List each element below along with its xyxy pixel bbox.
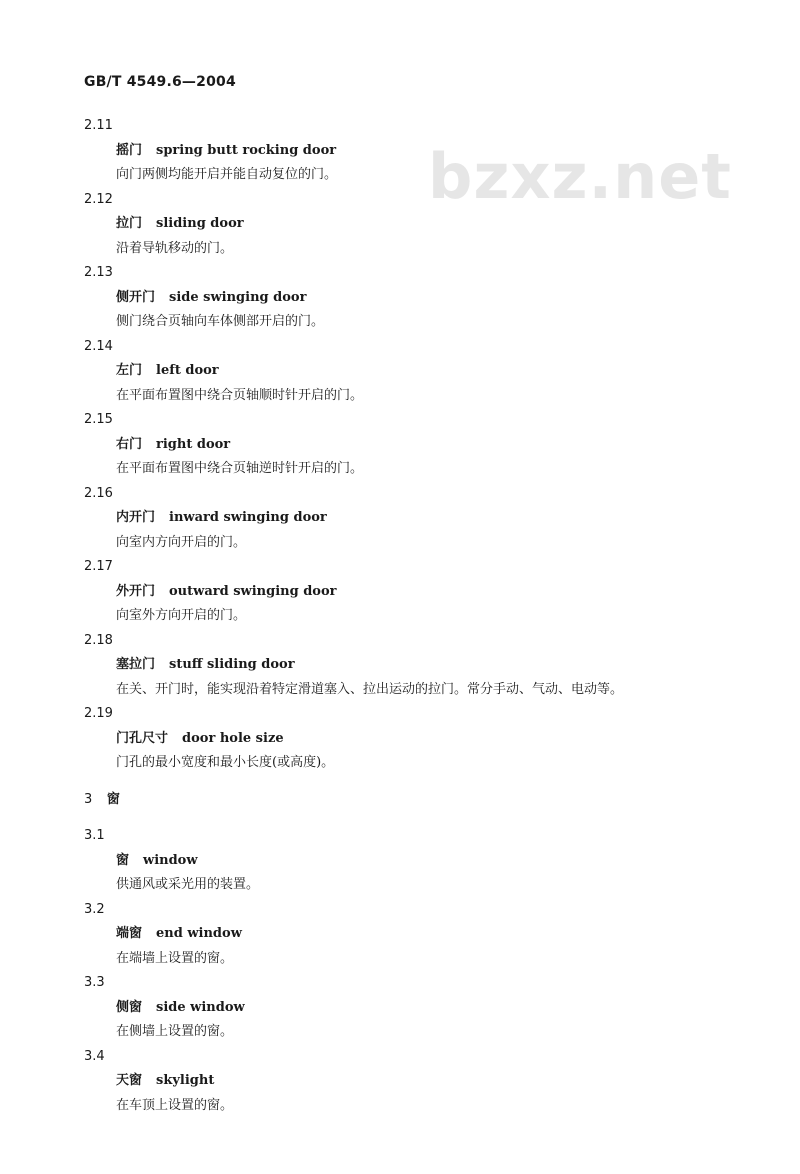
clause-number: 3.2 — [84, 901, 105, 917]
term-entry — [84, 335, 774, 409]
term-line — [84, 286, 774, 311]
term-line — [84, 922, 774, 947]
term-entry — [84, 898, 774, 972]
clause-number: 2.16 — [84, 485, 113, 501]
term-definition: 向门两侧均能开启并能自动复位的门。 — [116, 167, 338, 182]
term-chinese: 塞拉门 — [116, 657, 156, 672]
term-line — [84, 212, 774, 237]
term-chinese: 侧窗 — [116, 999, 143, 1015]
term-definition: 在平面布置图中绕合页轴逆时针开启的门。 — [116, 461, 364, 476]
term-definition: 侧门绕合页轴向车体侧部开启的门。 — [116, 314, 325, 329]
term-english: door hole size — [182, 730, 284, 746]
term-definition: 向室内方向开启的门。 — [116, 534, 247, 550]
term-english: stuff sliding door — [169, 657, 295, 672]
term-english: skylight — [156, 1073, 215, 1088]
term-entry — [84, 188, 774, 262]
clause-number: 2.17 — [84, 559, 113, 574]
section-heading — [84, 788, 774, 813]
term-definition: 在关、开门时，能实现沿着特定滑道塞入、拉出运动的拉门。常分手动、气动、电动等。 — [116, 681, 624, 697]
term-chinese: 外开门 — [116, 583, 156, 599]
clause-number: 2.11 — [84, 118, 113, 133]
section-title: 窗 — [106, 791, 120, 807]
term-english: side window — [156, 999, 245, 1015]
clause-number: 2.19 — [84, 706, 113, 721]
term-definition: 在平面布置图中绕合页轴顺时针开启的门。 — [116, 387, 364, 403]
term-definition: 在端墙上设置的窗。 — [116, 950, 234, 966]
term-chinese: 门孔尺寸 — [116, 730, 169, 746]
term-chinese: 左门 — [116, 363, 143, 378]
term-entry — [84, 702, 774, 776]
clause-number: 3.4 — [84, 1048, 105, 1064]
term-english: spring butt rocking door — [156, 142, 337, 158]
term-entry — [84, 114, 774, 188]
door-terms — [84, 114, 774, 776]
section-number: 3 — [84, 791, 93, 807]
term-entry — [84, 555, 774, 629]
term-line — [84, 506, 774, 531]
clause-number: 2.12 — [84, 191, 113, 207]
clause-number: 2.13 — [84, 265, 113, 280]
term-entry — [84, 824, 774, 898]
term-list — [84, 114, 774, 1118]
term-chinese: 端窗 — [116, 926, 143, 941]
term-english: end window — [156, 926, 242, 941]
term-chinese: 窗 — [116, 852, 130, 868]
term-entry — [84, 1045, 774, 1119]
term-chinese: 拉门 — [116, 216, 143, 231]
term-chinese: 摇门 — [116, 142, 143, 158]
term-definition: 向室外方向开启的门。 — [116, 608, 247, 623]
term-line — [84, 849, 774, 874]
term-line — [84, 996, 774, 1021]
term-line — [84, 139, 774, 164]
term-english: side swinging door — [169, 289, 307, 305]
term-definition: 供通风或采光用的装置。 — [116, 877, 260, 892]
term-english: sliding door — [156, 216, 244, 231]
term-line — [84, 433, 774, 458]
term-english: window — [143, 852, 198, 868]
term-definition: 在车顶上设置的窗。 — [116, 1097, 234, 1113]
term-english: left door — [156, 363, 219, 378]
watermark: bzxz.net — [428, 140, 732, 213]
term-entry — [84, 971, 774, 1045]
term-english: outward swinging door — [169, 583, 337, 599]
clause-number: 3.3 — [84, 975, 105, 990]
term-definition: 门孔的最小宽度和最小长度(或高度)。 — [116, 755, 335, 770]
term-entry — [84, 482, 774, 556]
term-line — [84, 359, 774, 384]
term-line — [84, 580, 774, 605]
term-definition: 沿着导轨移动的门。 — [116, 240, 234, 256]
window-terms — [84, 824, 774, 1118]
term-line — [84, 1069, 774, 1094]
term-chinese: 侧开门 — [116, 289, 156, 305]
term-chinese: 右门 — [116, 436, 143, 452]
clause-number: 2.15 — [84, 412, 113, 427]
term-chinese: 天窗 — [116, 1073, 143, 1088]
document-code: GB/T 4549.6—2004 — [84, 74, 236, 90]
term-chinese: 内开门 — [116, 510, 156, 525]
clause-number: 3.1 — [84, 828, 105, 843]
term-line — [84, 727, 774, 752]
term-line — [84, 653, 774, 678]
term-english: right door — [156, 436, 231, 452]
term-english: inward swinging door — [169, 510, 327, 525]
term-entry — [84, 261, 774, 335]
term-entry — [84, 629, 774, 703]
clause-number: 2.18 — [84, 632, 113, 648]
clause-number: 2.14 — [84, 338, 113, 354]
term-definition: 在侧墙上设置的窗。 — [116, 1024, 234, 1039]
term-entry — [84, 408, 774, 482]
